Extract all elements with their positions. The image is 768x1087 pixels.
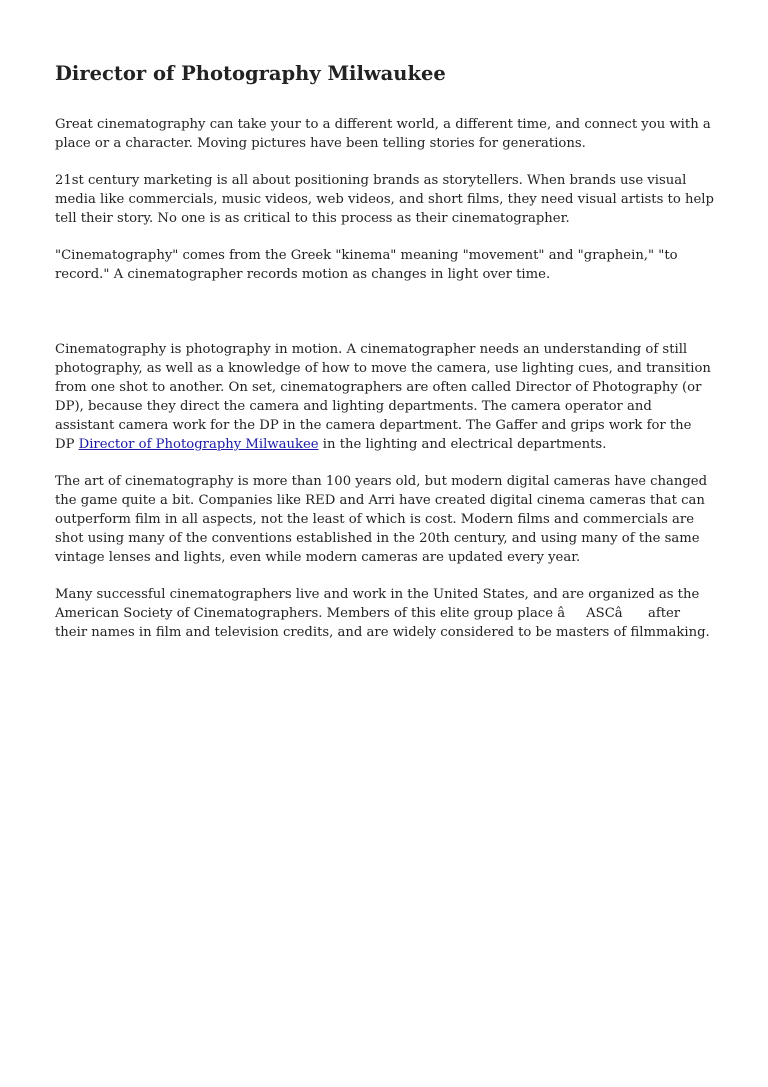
paragraph-motion-text-end: in the lighting and electrical departments. [318, 437, 607, 452]
page-title: Director of Photography Milwaukee [55, 62, 446, 85]
paragraph-intro: Great cinematography can take your to a different world, a different time, and connect you with a place or a character. Moving pictures have been telling stories for generations. [55, 117, 711, 151]
document-page [55, 60, 715, 642]
director-of-photography-link[interactable]: Director of Photography Milwaukee [78, 437, 319, 452]
paragraph-motion-text: Cinematography is photography in motion. A cinematographer needs an understanding of still photography, as well as a knowledge of how to move the camera, use lighting cues, and transition from one shot to another. On set, cinematographers are often called Director of Photography (or DP), because they direct the camera and lighting departments. The camera operator and assistant camera work for the DP in the camera department. The Gaffer and grips work for the DP [55, 342, 711, 452]
paragraph-marketing: 21st century marketing is all about positioning brands as storytellers. When brands use visual media like commercials, music videos, web videos, and short films, they need visual artists to help tell their story. No one is as critical to this process as their cinematographer. [55, 173, 714, 226]
paragraph-asc: Many successful cinematographers live and work in the United States, and are organized as the American Society of Cinematographers. Members of this elite group place âASCâ after their names in film and television credits, and are widely considered to be masters of filmmaking. [55, 587, 710, 640]
paragraph-digital-cameras: The art of cinematography is more than 100 years old, but modern digital cameras have changed the game quite a bit. Companies like RED and Arri have created digital cinema cameras that can outperform film in all aspects, not the least of which is cost. Modern films and commercials are shot using many of the conventions established in the 20th century, and using many of the same vintage lenses and lights, even while modern cameras are updated every year. [55, 474, 708, 565]
paragraph-motion [55, 340, 715, 454]
paragraph-etymology: "Cinematography" comes from the Greek "kinema" meaning "movement" and "graphein," "to record." A cinematographer records motion as changes in light over time. [55, 248, 678, 282]
